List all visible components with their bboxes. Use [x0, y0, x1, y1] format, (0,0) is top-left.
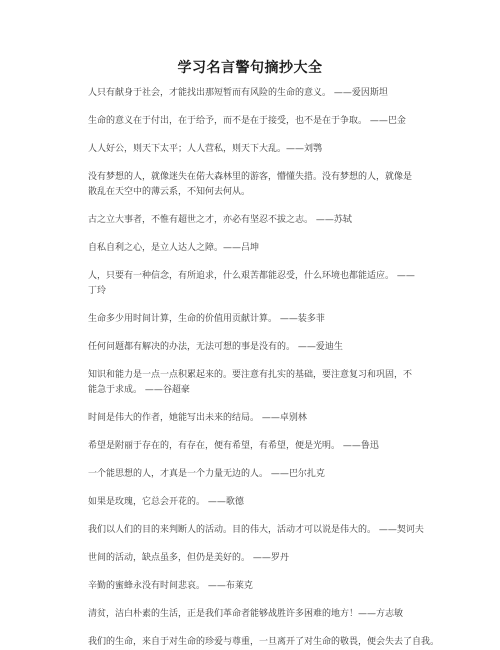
quote-line: 一个能思想的人，才真是一个力量无边的人。 ——巴尔扎克: [88, 469, 325, 479]
quote-line: 人人好公，则天下太平；人人营私，则天下大乱。——刘鹗: [88, 144, 323, 154]
document-title: 学习名言警句摘抄大全: [177, 60, 323, 76]
quote-line: 希望是附丽于存在的，有存在，便有希望，有希望，便是光明。 ——鲁迅: [88, 441, 379, 451]
quote-line: 生命的意义在于付出，在于给予，而不是在于接受，也不是在于争取。 ——巴金: [88, 116, 406, 126]
quote-line: 如果是玫瑰，它总会开花的。 ——歌德: [88, 497, 244, 507]
quote-list: [88, 86, 440, 647]
quote-line: 我们以人们的目的来判断人的活动。目的伟大，活动才可以说是伟大的。 ——契诃夫: [88, 525, 424, 535]
quote-line: 辛勤的蜜蜂永没有时间悲哀。 ——布莱克: [88, 581, 253, 591]
quote-line: 生命多少用时间计算，生命的价值用贡献计算。 ——装多菲: [88, 314, 325, 324]
quote-line: 任何问题都有解决的办法，无法可想的事是没有的。 ——爱迪生: [88, 342, 343, 352]
quote-line: 世间的活动，缺点虽多，但仍是美好的。 ——罗丹: [88, 553, 289, 563]
quote-line: 时间是伟大的作者，她能写出未来的结局。 ——卓别林: [88, 413, 307, 423]
quote-line: 知识和能力是一点一点积累起来的。要注意有扎实的基础，要注意复习和巩固，不能急于求成。 ——谷超豪: [88, 370, 413, 395]
quote-line: 人只有献身于社会，才能找出那短暂而有风险的生命的意义。 ——爱因斯坦: [88, 88, 388, 98]
quote-line: 我们的生命，来自于对生命的珍爱与尊重，一旦离开了对生命的敬畏，便会失去了自我。: [88, 637, 440, 647]
quote-line: 自私自利之心，是立人达人之障。——吕坤: [88, 243, 260, 253]
quote-line: 没有梦想的人，就像迷失在偌大森林里的游客，懵懂失措。没有梦想的人，就像是散乱在天空中的薄云系，不知何去何从。: [88, 172, 413, 197]
quote-line: 古之立大事者，不惟有超世之才，亦必有坚忍不拔之志。 ——苏轼: [88, 215, 352, 225]
quote-line: 人，只要有一种信念，有所追求，什么艰苦都能忍受，什么环境也都能适应。 ——丁玲: [88, 271, 415, 296]
quote-line: 清贫，洁白朴素的生活，正是我们革命者能够战胜许多困难的地方！——方志敏: [88, 609, 404, 619]
